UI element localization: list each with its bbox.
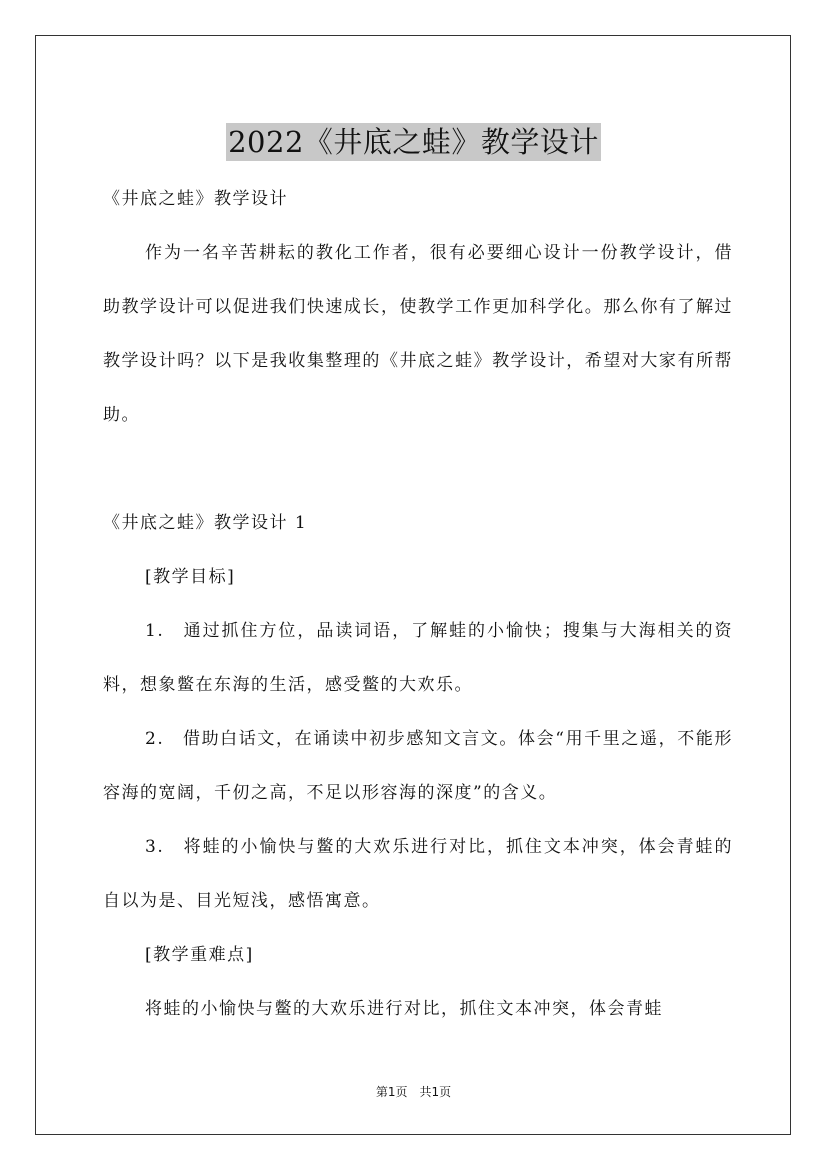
key-points-paragraph: 将蛙的小愉快与鳖的大欢乐进行对比，抓住文本冲突，体会青蛙 bbox=[145, 999, 663, 1019]
document-body bbox=[103, 172, 733, 1036]
goal-item-2: 2. 借助白话文，在诵读中初步感知文言文。体会“用千里之遥，不能形容海的宽阔，千仞之高，不足以形容海的深度”的含义。 bbox=[103, 729, 733, 803]
section-heading: 《井底之蛙》教学设计 bbox=[103, 189, 288, 209]
document-title: 2022《井底之蛙》教学设计 bbox=[228, 125, 599, 160]
page-footer: 第1页 共1页 bbox=[375, 1085, 452, 1099]
subheading-key-points: [教学重难点] bbox=[145, 945, 254, 965]
title-container bbox=[0, 104, 827, 181]
subheading-teaching-goals: [教学目标] bbox=[145, 567, 236, 587]
goal-item-1: 1. 通过抓住方位，品读词语，了解蛙的小愉快；搜集与大海相关的资料，想象鳖在东海的生活，感受鳖的大欢乐。 bbox=[103, 621, 733, 695]
intro-paragraph: 作为一名辛苦耕耘的教化工作者，很有必要细心设计一份教学设计，借助教学设计可以促进我们快速成长，使教学工作更加科学化。那么你有了解过教学设计吗？以下是我收集整理的《井底之蛙》教学设计，希望对大家有所帮助。 bbox=[103, 243, 733, 425]
section-heading-1: 《井底之蛙》教学设计 1 bbox=[103, 513, 308, 533]
goal-item-3: 3. 将蛙的小愉快与鳖的大欢乐进行对比，抓住文本冲突，体会青蛙的自以为是、目光短浅，感悟寓意。 bbox=[103, 837, 733, 911]
